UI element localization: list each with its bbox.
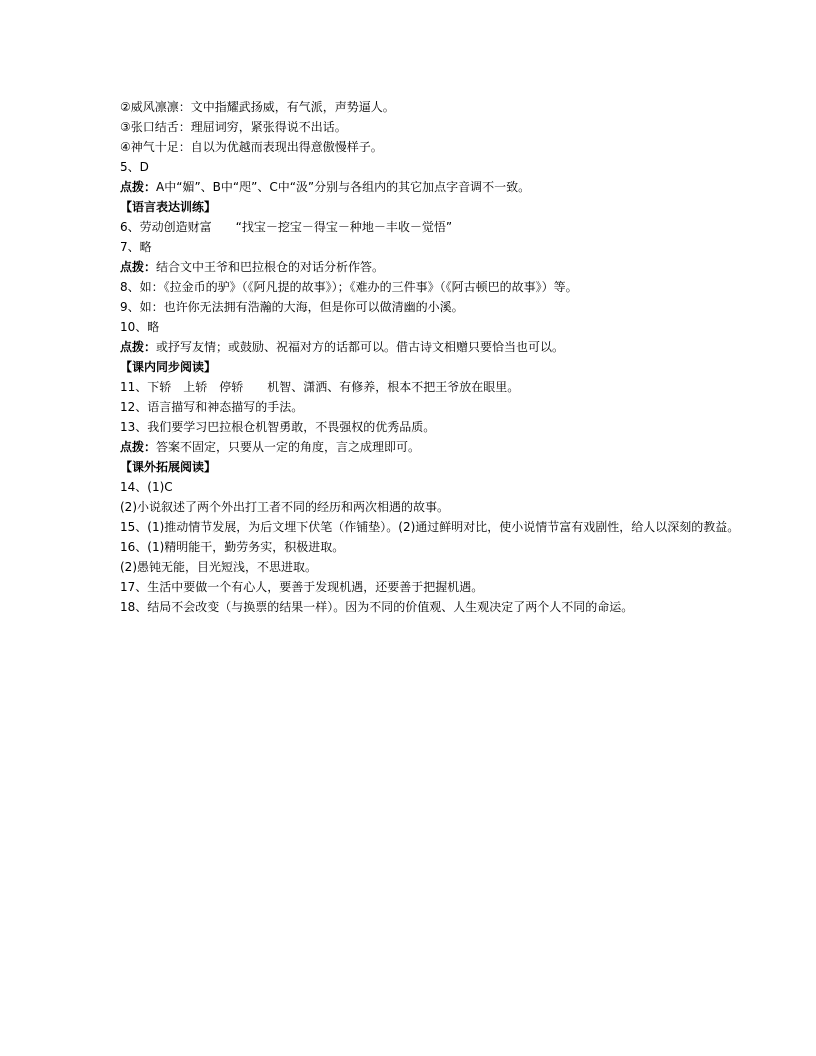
note-line: [120, 337, 810, 357]
answer-line: [120, 137, 810, 157]
answer-line: [120, 237, 810, 257]
note-text: A中“媚”、B中“咫”、C中“汲”分别与各组内的其它加点字音调不一致。: [156, 180, 531, 194]
answer-line: [120, 117, 810, 137]
note-label: 点拨：: [120, 440, 157, 454]
answer-line: [120, 577, 810, 597]
section-title: 【课内同步阅读】: [120, 360, 217, 374]
answer-line: [120, 217, 810, 237]
section-heading: [120, 357, 810, 377]
answer-line: [120, 97, 810, 117]
line-text: 10、略: [120, 320, 160, 334]
section-heading: [120, 197, 810, 217]
line-text: ②威风凛凛：文中指耀武扬威，有气派，声势逼人。: [120, 100, 395, 114]
answer-line: [120, 477, 810, 497]
answer-line: [120, 397, 810, 417]
line-text: ③张口结舌：理屈词穷，紧张得说不出话。: [120, 120, 347, 134]
answer-line: [120, 317, 810, 337]
line-text: 9、如：也许你无法拥有浩瀚的大海，但是你可以做清幽的小溪。: [120, 300, 464, 314]
section-title: 【语言表达训练】: [120, 200, 217, 214]
line-text: 17、生活中要做一个有心人，要善于发现机遇，还要善于把握机遇。: [120, 580, 484, 594]
answer-line: [120, 517, 810, 537]
answer-line: [120, 537, 810, 557]
line-text: (2)愚钝无能，目光短浅，不思进取。: [120, 560, 317, 574]
section-heading: [120, 457, 810, 477]
note-text: 答案不固定，只要从一定的角度，言之成理即可。: [156, 440, 421, 454]
line-text: (2)小说叙述了两个外出打工者不同的经历和两次相遇的故事。: [120, 500, 450, 514]
note-text: 或抒写友情；或鼓励、祝福对方的话都可以。借古诗文相赠只要恰当也可以。: [156, 340, 565, 354]
section-title: 【课外拓展阅读】: [120, 460, 217, 474]
note-line: [120, 177, 810, 197]
line-text: 15、(1)推动情节发展，为后文埋下伏笔（作铺垫）。(2)通过鲜明对比，使小说情节富有戏剧性，给人以深刻的教益。: [120, 520, 740, 534]
note-line: [120, 257, 810, 277]
answer-line: [120, 377, 810, 397]
answer-line: [120, 277, 810, 297]
answer-line: [120, 157, 810, 177]
note-line: [120, 437, 810, 457]
line-text: 12、语言描写和神态描写的手法。: [120, 400, 304, 414]
note-text: 结合文中王爷和巴拉根仓的对话分析作答。: [156, 260, 385, 274]
line-text: 7、略: [120, 240, 152, 254]
line-text: 16、(1)精明能干，勤劳务实，积极进取。: [120, 540, 345, 554]
answer-key-content: [120, 97, 810, 617]
line-text: 6、劳动创造财富 “找宝－挖宝－得宝－种地－丰收－觉悟”: [120, 220, 453, 234]
answer-line: [120, 597, 810, 617]
line-text: 13、我们要学习巴拉根仓机智勇敢，不畏强权的优秀品质。: [120, 420, 436, 434]
line-text: 14、(1)C: [120, 480, 173, 494]
line-text: ④神气十足：自以为优越而表现出得意傲慢样子。: [120, 140, 383, 154]
answer-line: [120, 417, 810, 437]
line-text: 11、下轿 上轿 停轿 机智、潇洒、有修养，根本不把王爷放在眼里。: [120, 380, 520, 394]
answer-line: [120, 557, 810, 577]
answer-line: [120, 497, 810, 517]
note-label: 点拨：: [120, 340, 157, 354]
line-text: 18、结局不会改变（与换票的结果一样）。因为不同的价值观、人生观决定了两个人不同的命运。: [120, 600, 634, 614]
answer-line: [120, 297, 810, 317]
line-text: 5、D: [120, 160, 149, 174]
note-label: 点拨：: [120, 180, 157, 194]
note-label: 点拨：: [120, 260, 157, 274]
line-text: 8、如：《拉金币的驴》（《阿凡提的故事》）；《难办的三件事》（《阿古顿巴的故事》）等。: [120, 280, 578, 294]
